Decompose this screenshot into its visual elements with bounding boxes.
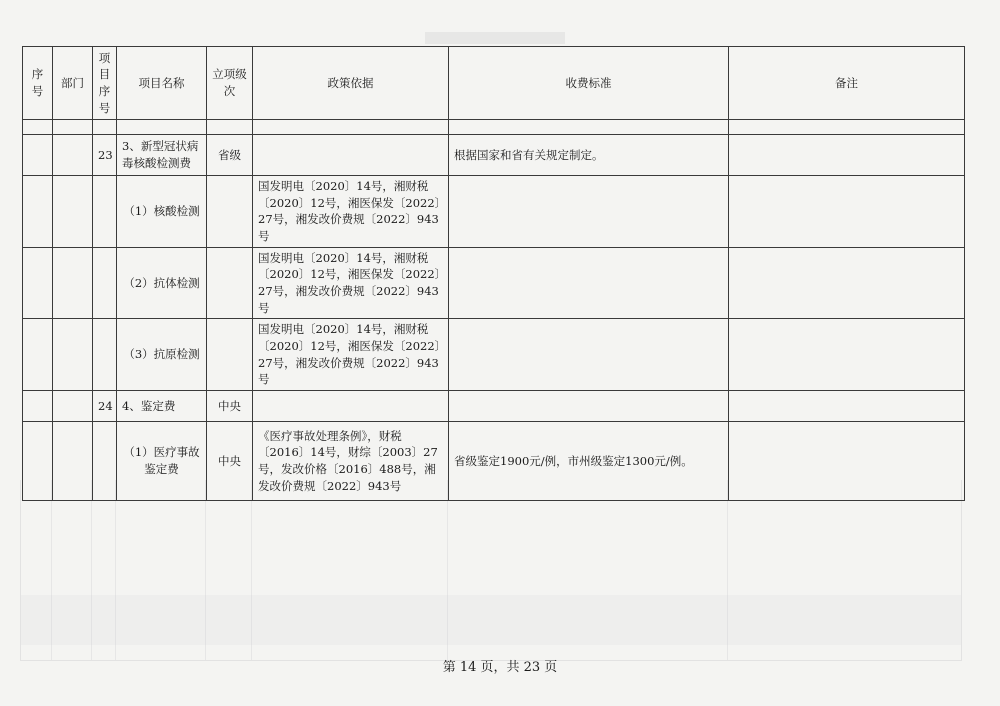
policy-cell <box>253 391 449 422</box>
item-name-cell: （1）医疗事故鉴定费 <box>117 422 207 501</box>
policy-cell <box>253 135 449 176</box>
standard-cell: 省级鉴定1900元/例，市州级鉴定1300元/例。 <box>449 422 729 501</box>
page-number: 第 14 页，共 23 页 <box>442 660 558 675</box>
remarks-cell <box>729 422 965 501</box>
header-policy: 政策依据 <box>253 47 449 120</box>
level-cell <box>207 247 253 319</box>
remarks-cell <box>729 135 965 176</box>
policy-cell: 国发明电〔2020〕14号，湘财税〔2020〕12号，湘医保发〔2022〕27号，湘发改价费规〔2022〕943号 <box>253 319 449 391</box>
standard-cell: 根据国家和省有关规定制定。 <box>449 135 729 176</box>
item-seq-cell: 23 <box>93 135 117 176</box>
header-level: 立项级次 <box>207 47 253 120</box>
item-seq-cell <box>93 422 117 501</box>
header-seq: 序号 <box>23 47 53 120</box>
policy-cell: 国发明电〔2020〕14号，湘财税〔2020〕12号，湘医保发〔2022〕27号，湘发改价费规〔2022〕943号 <box>253 247 449 319</box>
remarks-cell <box>729 176 965 248</box>
item-name-cell: （2）抗体检测 <box>117 247 207 319</box>
bleed-through-header <box>425 32 565 44</box>
level-cell: 中央 <box>207 391 253 422</box>
remarks-cell <box>729 319 965 391</box>
standard-cell <box>449 176 729 248</box>
item-seq-cell <box>93 319 117 391</box>
standard-cell <box>449 247 729 319</box>
item-seq-cell <box>93 176 117 248</box>
table-row <box>23 247 965 319</box>
item-seq-cell <box>93 247 117 319</box>
standard-cell <box>449 391 729 422</box>
level-cell: 省级 <box>207 135 253 176</box>
remarks-cell <box>729 247 965 319</box>
remarks-cell <box>729 391 965 422</box>
header-dept: 部门 <box>53 47 93 120</box>
table-row <box>23 319 965 391</box>
header-standard: 收费标准 <box>449 47 729 120</box>
item-name-cell: （3）抗原检测 <box>117 319 207 391</box>
fee-table <box>22 46 965 501</box>
item-name-cell: 3、新型冠状病毒核酸检测费 <box>117 135 207 176</box>
standard-cell <box>449 319 729 391</box>
level-cell <box>207 176 253 248</box>
item-seq-cell: 24 <box>93 391 117 422</box>
policy-cell: 《医疗事故处理条例》，财税〔2016〕14号，财综〔2003〕27号，发改价格〔2016〕488号，湘发改价费规〔2022〕943号 <box>253 422 449 501</box>
table-row <box>23 391 965 422</box>
policy-cell: 国发明电〔2020〕14号，湘财税〔2020〕12号，湘医保发〔2022〕27号，湘发改价费规〔2022〕943号 <box>253 176 449 248</box>
header-remarks: 备注 <box>729 47 965 120</box>
item-name-cell: 4、鉴定费 <box>117 391 207 422</box>
level-cell: 中央 <box>207 422 253 501</box>
table-row <box>23 176 965 248</box>
table-row <box>23 135 965 176</box>
header-item-name: 项目名称 <box>117 47 207 120</box>
header-item-seq: 项目序号 <box>93 47 117 120</box>
bleed-through-table <box>20 480 962 661</box>
table-row-spacer <box>23 120 965 135</box>
level-cell <box>207 319 253 391</box>
table-header-row <box>23 47 965 120</box>
item-name-cell: （1）核酸检测 <box>117 176 207 248</box>
table-row <box>23 422 965 501</box>
